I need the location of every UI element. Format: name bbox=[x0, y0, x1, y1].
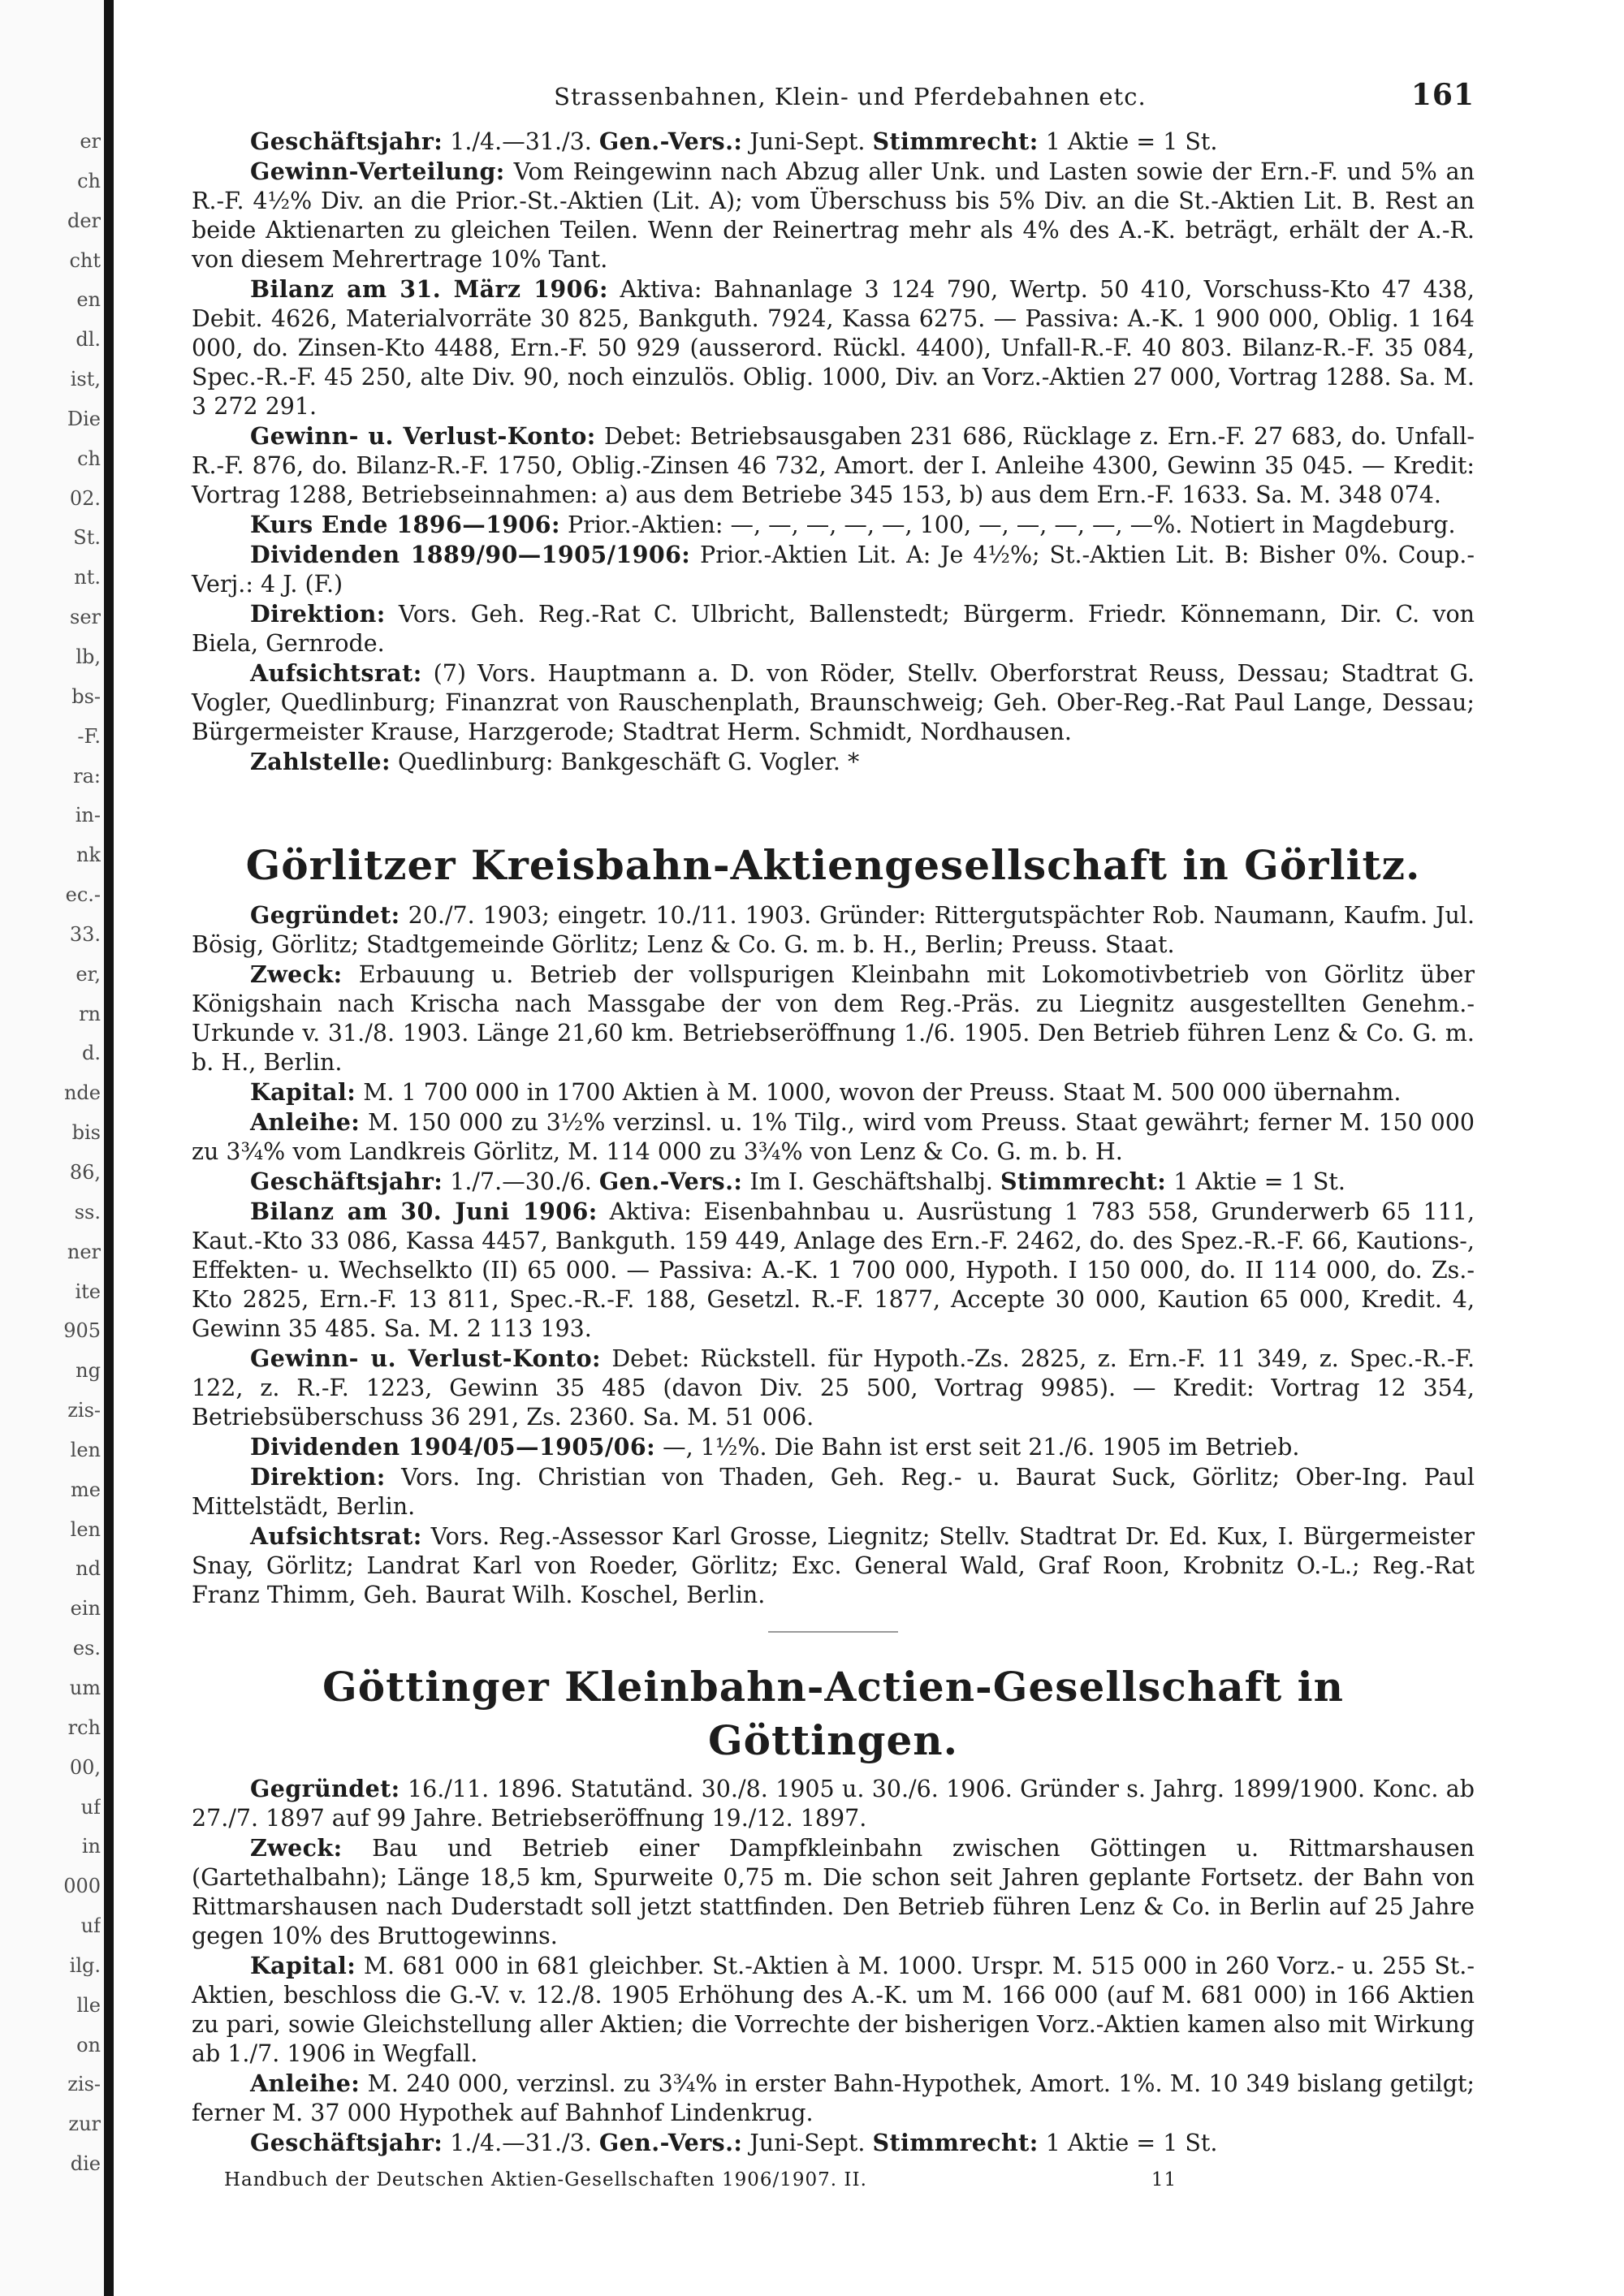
label: Kurs Ende 1896—1906: bbox=[250, 511, 560, 538]
margin-fragment: zis- bbox=[67, 1399, 101, 1422]
entry-gewinn-verlust bbox=[192, 1344, 1475, 1432]
entry-anleihe bbox=[192, 1107, 1475, 1167]
footer-title: Handbuch der Deutschen Aktien-Gesellschaften 1906/1907. II. bbox=[224, 2169, 867, 2190]
margin-fragment: -F. bbox=[77, 725, 101, 748]
label: Geschäftsjahr: bbox=[250, 1167, 443, 1195]
label: Zweck: bbox=[250, 960, 343, 988]
entry-dividenden bbox=[192, 540, 1475, 599]
page bbox=[192, 78, 1475, 2270]
margin-fragment: uf bbox=[80, 1796, 101, 1819]
label: Zweck: bbox=[250, 1834, 343, 1862]
previous-page-margin bbox=[0, 0, 114, 2296]
label: Gewinn- u. Verlust-Konto: bbox=[250, 1344, 601, 1372]
entry-zweck bbox=[192, 960, 1475, 1077]
sheet-signature: 11 bbox=[1151, 2169, 1177, 2190]
label: Kapital: bbox=[250, 1078, 356, 1106]
entry-kapital bbox=[192, 1077, 1475, 1107]
label: Stimmrecht: bbox=[872, 2129, 1039, 2156]
label: Gen.-Vers.: bbox=[598, 2129, 743, 2156]
label: Gen.-Vers.: bbox=[598, 1167, 743, 1195]
margin-fragment: en bbox=[76, 288, 101, 311]
label: Anleihe: bbox=[250, 2069, 361, 2097]
margin-fragment: zis- bbox=[67, 2073, 101, 2095]
entry-text: Prior.-Aktien Lit. A: Je 4½%; St.-Aktien Lit. B: Bisher 0%. Coup.-Verj.: 4 J. (F.) bbox=[192, 542, 1475, 598]
entry-text: (7) Vors. Hauptmann a. D. von Röder, Stellv. Oberforstrat Reuss, Dessau; Stadtrat G. Vogler, Quedlinburg; Finanzrat von Rauschenplath, Braunschweig; Geh. Ober-Reg.-Rat Paul Lange, Dessau; Bürgermeister Krause, Harzgerode; Stadtrat Herm. Schmidt, Nordhausen. bbox=[192, 660, 1475, 745]
margin-fragment: zur bbox=[68, 2113, 101, 2135]
page-footer bbox=[192, 2169, 1475, 2190]
entry-text: M. 1 700 000 in 1700 Aktien à M. 1000, wovon der Preuss. Staat M. 500 000 übernahm. bbox=[363, 1079, 1402, 1106]
label: Geschäftsjahr: bbox=[250, 127, 443, 155]
entry-zahlstelle bbox=[192, 747, 1475, 777]
entry-text: M. 150 000 zu 3½% verzinsl. u. 1% Tilg., wird vom Preuss. Staat gewährt; ferner M. 150 000 zu 3¾% vom Landkreis Görlitz, M. 114 000 zu 3¾% von Lenz & Co. G. m. b. H. bbox=[192, 1109, 1475, 1165]
label: Stimmrecht: bbox=[1000, 1167, 1167, 1195]
margin-fragment: len bbox=[70, 1518, 101, 1541]
margin-fragment: cht bbox=[69, 249, 101, 272]
running-head bbox=[192, 78, 1475, 127]
label: Direktion: bbox=[250, 1463, 386, 1491]
entry-geschaeftsjahr bbox=[192, 2128, 1475, 2158]
margin-fragment: nde bbox=[63, 1081, 101, 1104]
entry-text: 1./7.—30./6. bbox=[450, 1168, 599, 1195]
company-heading-goerlitz: Görlitzer Kreisbahn-Aktiengesellschaft in Görlitz. bbox=[245, 841, 1421, 889]
margin-fragment: lle bbox=[76, 1994, 101, 2017]
label: Bilanz am 30. Juni 1906: bbox=[250, 1198, 598, 1225]
entry-text: Aktiva: Bahnanlage 3 124 790, Wertp. 50 410, Vorschuss-Kto 47 438, Debit. 4626, Materialvorräte 30 825, Bankguth. 7924, Kassa 6275. — Passiva: A.-K. 1 900 000, Oblig. 1 164 000, do. Zinsen-Kto 4488, Ern.-F. 50 929 (ausserord. Rückl. 4400), Unfall-R.-F. 40 803. Bilanz-R.-F. 35 084, Spec.-R.-F. 45 250, alte Div. 90, noch einzulös. Oblig. 1000, Div. an Vorz.-Aktien 27 000, Vortrag 1288. Sa. M. 3 272 291. bbox=[192, 276, 1475, 420]
margin-fragment: ch bbox=[77, 170, 101, 192]
entry-bilanz bbox=[192, 274, 1475, 421]
margin-fragment: nd bbox=[76, 1557, 101, 1580]
label: Dividenden 1889/90—1905/1906: bbox=[250, 541, 691, 568]
margin-fragment: St. bbox=[73, 526, 101, 549]
entry-text: Bau und Betrieb einer Dampfkleinbahn zwischen Göttingen u. Rittmarshausen (Gartethalbahn); Länge 18,5 km, Spurweite 0,75 m. Die schon seit Jahren geplante Fortsetz. der Bahn von Rittmarshausen nach Duderstadt soll jetzt stattfinden. Den Betrieb führen Lenz & Co. in Berlin auf 25 Jahre gegen 10% des Bruttogewinns. bbox=[192, 1835, 1475, 1949]
entry-text: Vors. Ing. Christian von Thaden, Geh. Reg.- u. Baurat Suck, Görlitz; Ober-Ing. Paul Mittelstädt, Berlin. bbox=[192, 1464, 1475, 1520]
margin-fragment: ra: bbox=[73, 765, 101, 788]
margin-fragment: die bbox=[70, 2152, 101, 2175]
entry-aufsichtsrat bbox=[192, 1521, 1475, 1610]
entry-kapital bbox=[192, 1951, 1475, 2069]
margin-fragment: 33. bbox=[69, 923, 101, 946]
label: Gen.-Vers.: bbox=[598, 127, 743, 155]
section-divider bbox=[768, 1631, 898, 1633]
margin-fragment: ch bbox=[77, 447, 101, 470]
entry-gewinn-verteilung bbox=[192, 157, 1475, 274]
margin-fragment: len bbox=[70, 1439, 101, 1461]
margin-fragment: 905 bbox=[63, 1319, 101, 1342]
margin-fragment: ser bbox=[70, 606, 101, 628]
label: Anleihe: bbox=[250, 1108, 361, 1136]
margin-fragment: in- bbox=[75, 804, 101, 826]
entry-text: Im I. Geschäftshalbj. bbox=[742, 1168, 1000, 1195]
entry-text: Juni-Sept. bbox=[742, 128, 873, 155]
entry-text: Debet: Rückstell. für Hypoth.-Zs. 2825, z. Ern.-F. 11 349, z. Spec.-R.-F. 122, z. R.-F. 1223, Gewinn 35 485 (davon Div. 25 500, Vortrag 9985). — Kredit: Vortrag 12 354, Betriebsüberschuss 36 291, Zs. 2360. Sa. M. 51 006. bbox=[192, 1345, 1475, 1431]
margin-fragment: ite bbox=[75, 1280, 101, 1303]
label: Gewinn-Verteilung: bbox=[250, 158, 505, 185]
margin-fragment: me bbox=[71, 1478, 101, 1501]
label: Dividenden 1904/05—1905/06: bbox=[250, 1433, 656, 1461]
running-title: Strassenbahnen, Klein- und Pferdebahnen etc. bbox=[554, 83, 1147, 110]
margin-fragment: 00, bbox=[69, 1756, 101, 1779]
margin-fragment: nt. bbox=[74, 566, 101, 589]
label: Direktion: bbox=[250, 600, 386, 628]
page-binding-edge bbox=[104, 0, 114, 2296]
entry-aufsichtsrat bbox=[192, 658, 1475, 747]
margin-fragment: es. bbox=[72, 1637, 101, 1659]
entry-text: Aktiva: Eisenbahnbau u. Ausrüstung 1 783 558, Grunderwerb 65 111, Kaut.-Kto 33 086, Kassa 4457, Bankguth. 159 449, Anlage des Ern.-F. 2462, do. des Spez.-R.-F. 66, Kautions-, Effekten- u. Wechselkto (II) 65 000. — Passiva: A.-K. 1 700 000, Hypoth. I 150 000, do. II 114 000, do. Zs.-Kto 2825, Ern.-F. 13 811, Spec.-R.-F. 188, Gesetzl. R.-F. 1877, Accepte 30 000, Kaution 65 000, Kredit. 4, Gewinn 35 485. Sa. M. 2 113 193. bbox=[192, 1198, 1475, 1342]
margin-fragment: bis bbox=[71, 1121, 101, 1144]
margin-fragment: er bbox=[80, 130, 101, 153]
entry-direktion bbox=[192, 599, 1475, 658]
entry-direktion bbox=[192, 1462, 1475, 1521]
margin-fragment: 000 bbox=[63, 1875, 101, 1897]
margin-fragment: dl. bbox=[76, 328, 101, 351]
label: Gewinn- u. Verlust-Konto: bbox=[250, 422, 596, 450]
margin-fragment: ng bbox=[76, 1359, 101, 1382]
label: Gegründet: bbox=[250, 1775, 400, 1802]
entry-dividenden bbox=[192, 1432, 1475, 1462]
margin-fragment: in bbox=[81, 1835, 101, 1858]
margin-fragment: uf bbox=[80, 1914, 101, 1937]
entry-text: Quedlinburg: Bankgeschäft G. Vogler. * bbox=[397, 749, 860, 775]
entry-text: Vors. Reg.-Assessor Karl Grosse, Liegnitz; Stellv. Stadtrat Dr. Ed. Kux, I. Bürgermeister Snay, Görlitz; Landrat Karl von Roeder, Görlitz; Exc. General Wald, Graf Roon, Krobnitz O.-L.; Reg.-Rat Franz Thimm, Geh. Baurat Wilh. Koschel, Berlin. bbox=[192, 1523, 1475, 1608]
label: Zahlstelle: bbox=[250, 748, 391, 775]
label: Aufsichtsrat: bbox=[250, 1522, 422, 1550]
entry-text: 1 Aktie = 1 St. bbox=[1166, 1168, 1345, 1195]
entry-text: 1./4.—31./3. bbox=[450, 2130, 599, 2156]
margin-fragment: ilg. bbox=[69, 1954, 101, 1977]
margin-fragment: ss. bbox=[74, 1201, 101, 1224]
entry-gegruendet bbox=[192, 1774, 1475, 1833]
margin-fragment: lb, bbox=[76, 645, 101, 668]
entry-text: 1 Aktie = 1 St. bbox=[1038, 128, 1218, 155]
margin-fragment: 02. bbox=[69, 487, 101, 510]
label: Aufsichtsrat: bbox=[250, 659, 422, 687]
entry-gegruendet bbox=[192, 900, 1475, 960]
margin-fragment: on bbox=[76, 2034, 101, 2056]
entry-text: Juni-Sept. bbox=[742, 2130, 873, 2156]
entry-kurs bbox=[192, 510, 1475, 540]
entry-bilanz bbox=[192, 1197, 1475, 1344]
entry-text: 1./4.—31./3. bbox=[450, 128, 599, 155]
margin-fragment: um bbox=[69, 1677, 101, 1699]
entry-text: Debet: Betriebsausgaben 231 686, Rücklage z. Ern.-F. 27 683, do. Unfall-R.-F. 876, do. Bilanz-R.-F. 1750, Oblig.-Zinsen 46 732, Amort. der I. Anleihe 4300, Gewinn 35 045. — Kredit: Vortrag 1288, Betriebseinnahmen: a) aus dem Betriebe 345 153, b) aus dem Ern.-F. 1633. Sa. M. 348 074. bbox=[192, 423, 1475, 508]
margin-fragment: Die bbox=[67, 408, 101, 430]
entry-geschaeftsjahr bbox=[192, 1167, 1475, 1197]
label: Gegründet: bbox=[250, 901, 400, 929]
margin-fragment: ec.- bbox=[65, 883, 101, 906]
margin-fragment: ein bbox=[70, 1597, 101, 1620]
entry-gewinn-verlust bbox=[192, 421, 1475, 510]
margin-fragment: rch bbox=[67, 1716, 101, 1739]
margin-fragment: ist, bbox=[70, 368, 101, 391]
margin-fragment: d. bbox=[82, 1042, 101, 1064]
margin-fragment: nk bbox=[76, 844, 101, 866]
margin-fragment: er, bbox=[76, 963, 101, 986]
label: Bilanz am 31. März 1906: bbox=[250, 275, 608, 303]
margin-fragment: rn bbox=[79, 1003, 101, 1025]
entry-text: —, 1½%. Die Bahn ist erst seit 21./6. 1905 im Betrieb. bbox=[663, 1434, 1300, 1461]
entry-text: Vom Reingewinn nach Abzug aller Unk. und Lasten sowie der Ern.-F. und 5% an R.-F. 4½% Div. an die Prior.-St.-Aktien (Lit. A); vom Überschuss bis 5% Div. an die St.-Aktien Lit. B. Rest an beide Aktienarten zu gleichen Teilen. Wenn der Reinertrag mehr als 4% des A.-K. beträgt, erhält der A.-R. von diesem Mehrertrage 10% Tant. bbox=[192, 158, 1475, 273]
entry-text: 16./11. 1896. Statutänd. 30./8. 1905 u. 30./6. 1906. Gründer s. Jahrg. 1899/1900. Konc. ab 27./7. 1897 auf 99 Jahre. Betriebseröffnung 19./12. 1897. bbox=[192, 1776, 1475, 1832]
label: Geschäftsjahr: bbox=[250, 2129, 443, 2156]
entry-geschaeftsjahr bbox=[192, 127, 1475, 157]
label: Kapital: bbox=[250, 1952, 356, 1979]
margin-fragment: 86, bbox=[69, 1161, 101, 1184]
company-heading-goettingen: Göttinger Kleinbahn-Actien-Gesellschaft in Göttingen. bbox=[322, 1663, 1344, 1764]
entry-text: 20./7. 1903; eingetr. 10./11. 1903. Gründer: Rittergutspächter Rob. Naumann, Kaufm. Jul. Bösig, Görlitz; Stadtgemeinde Görlitz; Lenz & Co. G. m. b. H., Berlin; Preuss. Staat. bbox=[192, 902, 1475, 958]
entry-text: 1 Aktie = 1 St. bbox=[1038, 2130, 1218, 2156]
entry-zweck bbox=[192, 1833, 1475, 1951]
entry-anleihe bbox=[192, 2069, 1475, 2128]
label: Stimmrecht: bbox=[872, 127, 1039, 155]
entry-text: M. 240 000, verzinsl. zu 3¾% in erster Bahn-Hypothek, Amort. 1%. M. 10 349 bislang getilgt; ferner M. 37 000 Hypothek auf Bahnhof Lindenkrug. bbox=[192, 2070, 1475, 2126]
page-number: 161 bbox=[1410, 78, 1475, 112]
margin-fragment: bs- bbox=[71, 685, 101, 708]
margin-fragment: ner bbox=[67, 1241, 101, 1263]
entry-text: M. 681 000 in 681 gleichber. St.-Aktien à M. 1000. Urspr. M. 515 000 in 260 Vorz.- u. 255 St.-Aktien, beschloss die G.-V. v. 12./8. 1905 Erhöhung des A.-K. um M. 166 000 (auf M. 681 000) in 166 Aktien zu pari, sowie Gleichstellung aller Aktien; die Vorrechte der bisherigen Vorz.-Aktien kamen also mit Wirkung ab 1./7. 1906 in Wegfall. bbox=[192, 1953, 1475, 2067]
entry-text: Vors. Geh. Reg.-Rat C. Ulbricht, Ballenstedt; Bürgerm. Friedr. Könnemann, Dir. C. von Biela, Gernrode. bbox=[192, 601, 1475, 657]
margin-fragment: der bbox=[67, 209, 101, 232]
entry-text: Prior.-Aktien: —, —, —, —, —, 100, —, —, —, —, —%. Notiert in Magdeburg. bbox=[568, 511, 1456, 538]
entry-text: Erbauung u. Betrieb der vollspurigen Kleinbahn mit Lokomotivbetrieb von Görlitz über Königshain nach Krischa nach Massgabe der von dem Reg.-Präs. zu Liegnitz ausgestellten Genehm.-Urkunde v. 31./8. 1903. Länge 21,60 km. Betriebseröffnung 1./6. 1905. Den Betrieb führen Lenz & Co. G. m. b. H., Berlin. bbox=[192, 961, 1475, 1076]
